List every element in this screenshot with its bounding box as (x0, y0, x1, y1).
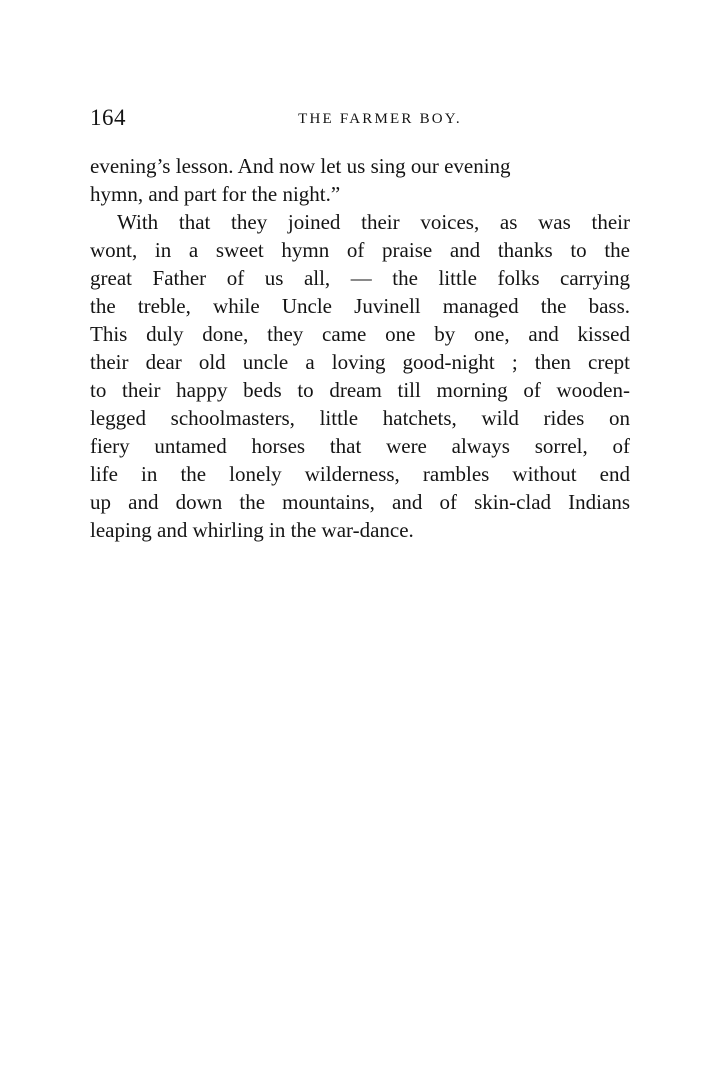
body-text (90, 152, 630, 544)
text-line: their dear old uncle a loving good-night ; then crept (90, 350, 630, 374)
text-line: This duly done, they came one by one, and kissed (90, 322, 630, 346)
text-line: to their happy beds to dream till morning of wooden- (90, 378, 630, 402)
text-line: leaping and whirling in the war-dance. (90, 518, 414, 542)
text-line: great Father of us all, — the little folks carrying (90, 266, 630, 290)
text-line: legged schoolmasters, little hatchets, wild rides on (90, 406, 630, 430)
text-line: With that they joined their voices, as was their (117, 210, 630, 234)
page-number: 164 (90, 105, 126, 130)
text-line: up and down the mountains, and of skin-clad Indians (90, 490, 630, 514)
text-line: life in the lonely wilderness, rambles without end (90, 462, 630, 486)
page-header (90, 104, 630, 134)
text-line: the treble, while Uncle Juvinell managed the bass. (90, 294, 630, 318)
text-line: wont, in a sweet hymn of praise and thanks to the (90, 238, 630, 262)
text-line: fiery untamed horses that were always sorrel, of (90, 434, 630, 458)
running-head: THE FARMER BOY. (298, 111, 462, 127)
text-line: evening’s lesson. And now let us sing our evening (90, 154, 511, 178)
text-line: hymn, and part for the night.” (90, 182, 341, 206)
